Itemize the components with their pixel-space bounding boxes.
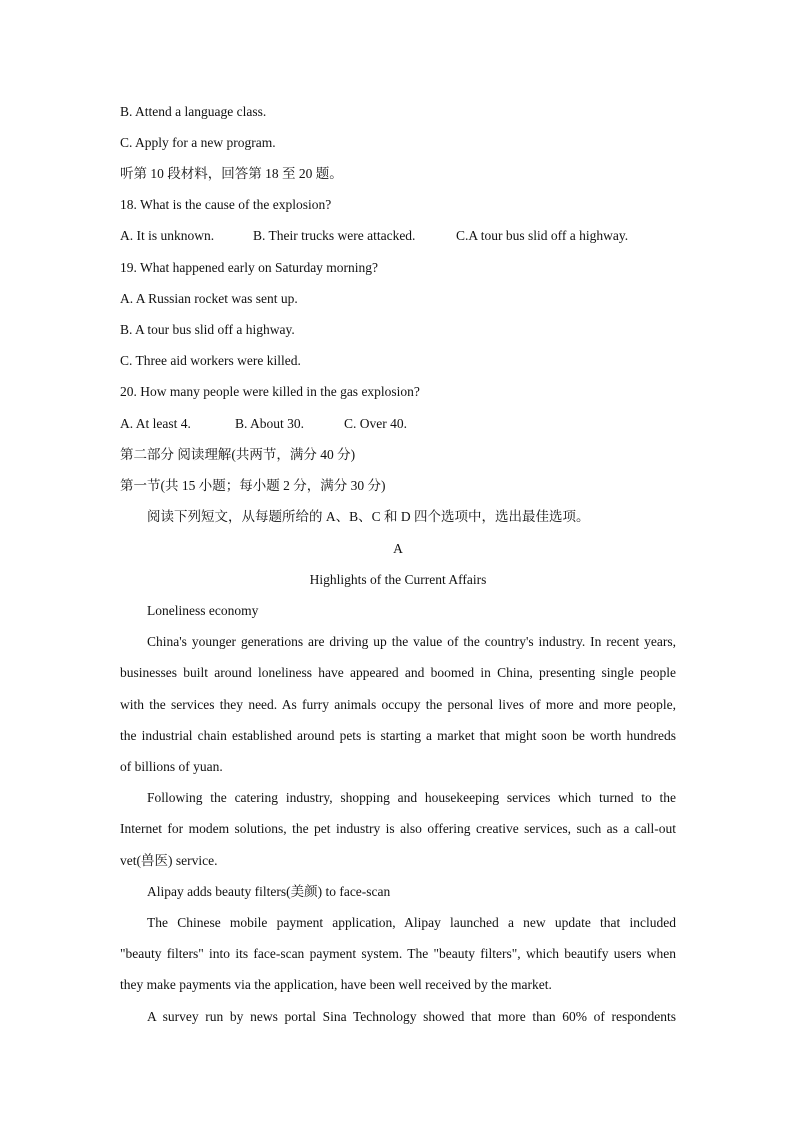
subheading-alipay-beauty-filters: Alipay adds beauty filters(美颜) to face-scan (147, 884, 391, 899)
q19-option-a: A. A Russian rocket was sent up. (120, 291, 298, 306)
para1-line: businesses built around loneliness have appeared and boomed in China, presenting single people (120, 665, 676, 680)
para3-line: they make payments via the application, have been well received by the market. (120, 977, 552, 992)
q20-option-c: C. Over 40. (344, 416, 407, 431)
q18-options (120, 227, 676, 245)
q19-question: 19. What happened early on Saturday morning? (120, 260, 379, 275)
para1-line: China's younger generations are driving up the value of the country's industry. In recent years, (147, 634, 676, 649)
q20-question: 20. How many people were killed in the gas explosion? (120, 384, 420, 399)
para1-line: with the services they need. As furry animals occupy the personal lives of more and more people, (120, 697, 676, 712)
q18-option-b: B. Their trucks were attacked. (253, 228, 416, 243)
reading-part-title: 第二部分 阅读理解(共两节，满分 40 分) (120, 447, 356, 462)
q20-option-a: A. At least 4. (120, 416, 191, 431)
q19-option-b: B. A tour bus slid off a highway. (120, 322, 295, 337)
passage-title: Highlights of the Current Affairs (309, 572, 487, 587)
q17-option-c: C. Apply for a new program. (120, 135, 276, 150)
q20-options (120, 415, 676, 433)
para2-line: Following the catering industry, shopping and housekeeping services which turned to the (147, 790, 676, 805)
q19-option-c: C. Three aid workers were killed. (120, 353, 301, 368)
reading-section-title: 第一节(共 15 小题；每小题 2 分，满分 30 分) (120, 478, 386, 493)
subheading-loneliness-economy: Loneliness economy (147, 603, 259, 618)
para1-line: of billions of yuan. (120, 759, 223, 774)
passage-letter: A (393, 541, 403, 556)
q18-option-a: A. It is unknown. (120, 228, 215, 243)
q17-option-b: B. Attend a language class. (120, 104, 267, 119)
para1-line: the industrial chain established around pets is starting a market that might soon be worth hundreds (120, 728, 676, 743)
q18-question: 18. What is the cause of the explosion? (120, 197, 332, 212)
q20-option-b: B. About 30. (235, 416, 305, 431)
q18-option-c: C.A tour bus slid off a highway. (456, 228, 629, 243)
para2-line: Internet for modem solutions, the pet industry is also offering creative services, such as a call-out (120, 821, 676, 836)
reading-instruction: 阅读下列短文，从每题所给的 A、B、C 和 D 四个选项中，选出最佳选项。 (147, 509, 590, 524)
para4-line: A survey run by news portal Sina Technology showed that more than 60% of respondents (147, 1009, 676, 1024)
para2-line: vet(兽医) service. (120, 853, 218, 868)
para3-line: The Chinese mobile payment application, Alipay launched a new update that included (147, 915, 676, 930)
para3-line: "beauty filters" into its face-scan payment system. The "beauty filters", which beautify users when (120, 946, 676, 961)
material10-instruction: 听第 10 段材料，回答第 18 至 20 题。 (120, 166, 343, 181)
